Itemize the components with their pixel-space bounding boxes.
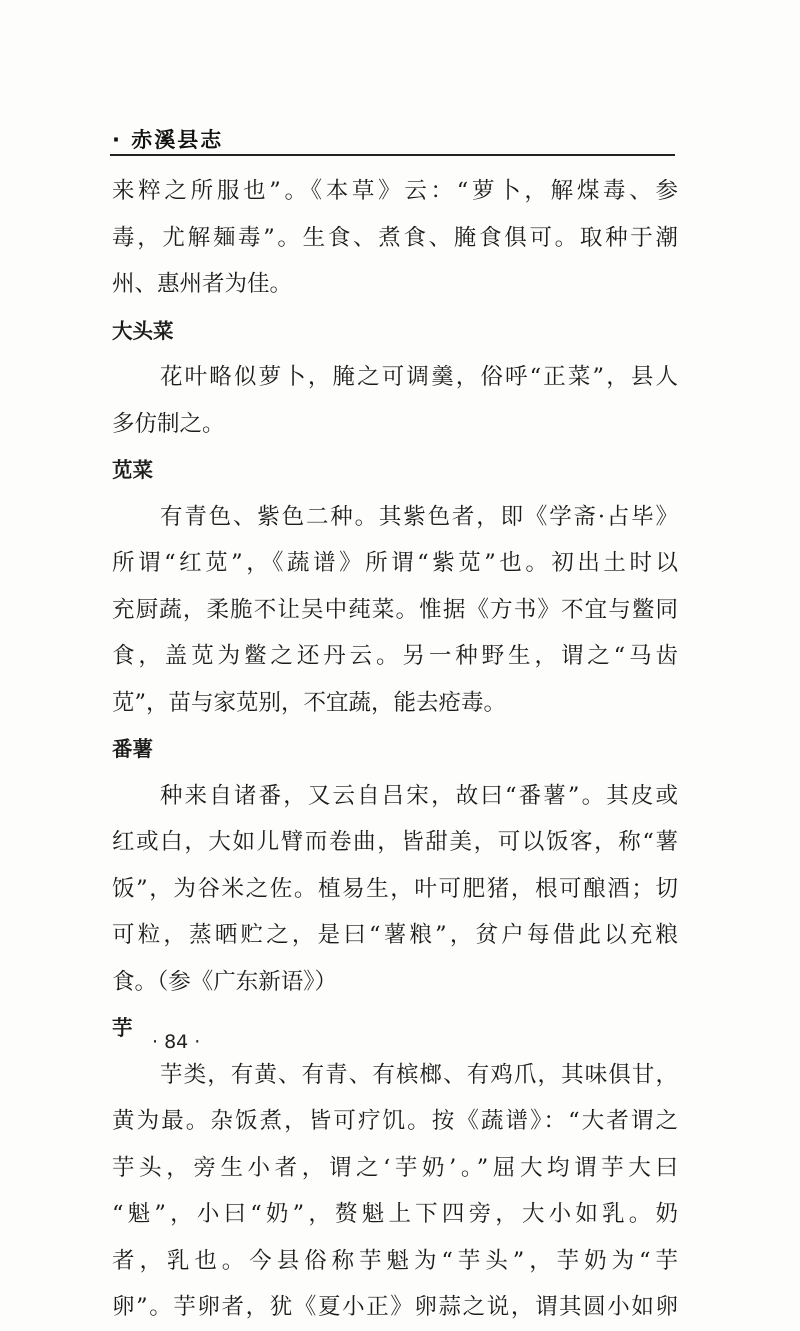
text-line: 卵”。芋卵者，犹《夏小正》卵蒜之说，谓其圆小如卵 bbox=[112, 1294, 678, 1320]
text-line: 州、惠州者为佳。 bbox=[112, 271, 293, 297]
text-line: 饭”，为谷米之佐。植易生，叶可肥猪，根可酿酒；切 bbox=[112, 875, 678, 902]
text-line: 毒，尤解麺毒”。生食、煮食、腌食俱可。取种于潮 bbox=[112, 224, 678, 251]
text-line: 来粹之所服也”。《本草》云：“萝卜，解煤毒、参 bbox=[112, 178, 678, 204]
text-line: 种来自诸番，又云自吕宋，故曰“番薯”。其皮或 bbox=[160, 782, 678, 809]
section-heading: 苋菜 bbox=[112, 458, 153, 482]
page-number: · 84 · bbox=[152, 1031, 201, 1053]
text-line: 黄为最。杂饭煮，皆可疗饥。按《蔬谱》：“大者谓之 bbox=[112, 1108, 678, 1134]
text-line: 花叶略似萝卜，腌之可调羹，俗呼“正菜”，县人 bbox=[160, 364, 678, 390]
section-heading: 芋 bbox=[112, 1016, 133, 1040]
text-line: 充厨蔬，柔脆不让吴中莼菜。惟据《方书》不宜与鳖同 bbox=[112, 596, 678, 623]
text-line: 多仿制之。 bbox=[112, 410, 225, 437]
text-line: 食。（参《广东新语》） bbox=[112, 968, 338, 995]
header-rule bbox=[110, 154, 675, 156]
text-line: “魁”，小曰“奶”，赘魁上下四旁，大小如乳。奶 bbox=[112, 1201, 678, 1227]
body-text bbox=[112, 168, 678, 1331]
section-heading: 番薯 bbox=[112, 737, 153, 761]
text-line: 苋”，苗与家苋别，不宜蔬，能去疮毒。 bbox=[112, 689, 507, 716]
running-header: · 赤溪县志 bbox=[112, 128, 224, 152]
section-heading: 大头菜 bbox=[112, 318, 174, 343]
text-line: 芋类，有黄、有青、有槟榔、有鸡爪，其味俱甘， bbox=[160, 1061, 678, 1088]
text-line: 芋头，旁生小者，谓之‘芋奶’。”屈大均谓芋大曰 bbox=[112, 1154, 678, 1181]
text-line: 有青色、紫色二种。其紫色者，即《学斋·占毕》 bbox=[160, 503, 678, 530]
text-line: 所谓“红苋”，《蔬谱》所谓“紫苋”也。初出土时以 bbox=[112, 550, 678, 576]
text-line: 食，盖苋为鳖之还丹云。另一种野生，谓之“马齿 bbox=[112, 643, 678, 669]
text-line: 红或白，大如儿臂而卷曲，皆甜美，可以饭客，称“薯 bbox=[112, 829, 678, 855]
text-line: 可粒，蒸晒贮之，是曰“薯粮”，贫户每借此以充粮 bbox=[112, 922, 678, 948]
text-line: 者，乳也。今县俗称芋魁为“芋头”，芋奶为“芋 bbox=[112, 1247, 678, 1274]
